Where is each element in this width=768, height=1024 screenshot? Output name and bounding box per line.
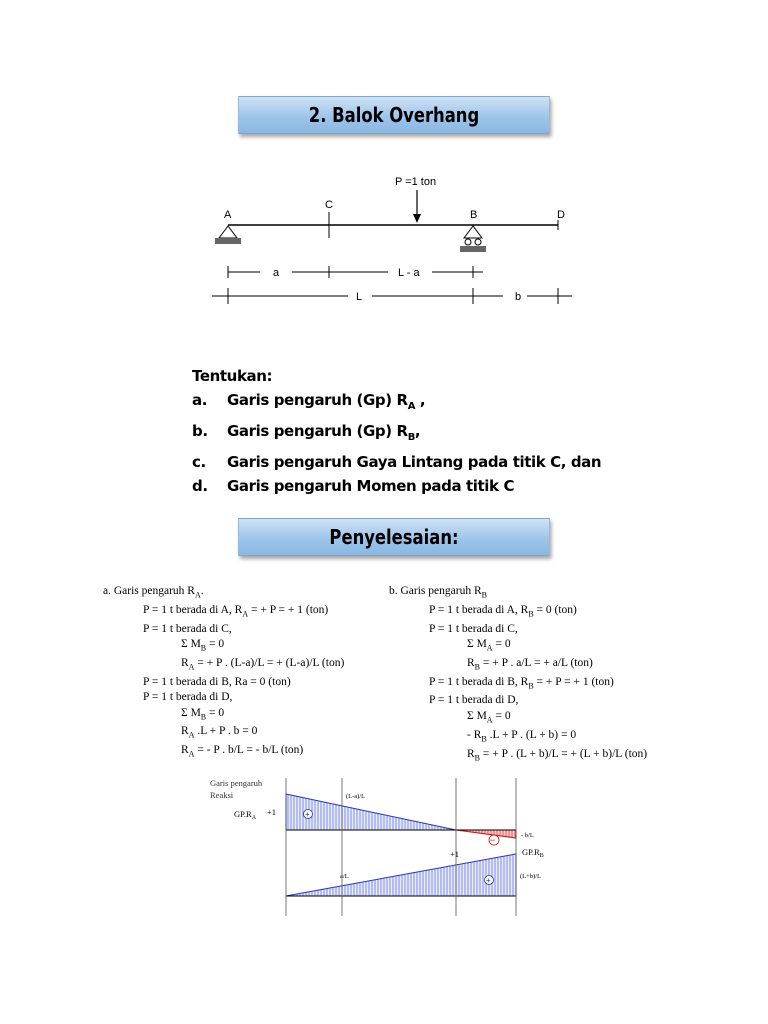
ra-negative-area xyxy=(456,830,516,838)
sol-b-line: P = 1 t berada di C, xyxy=(429,622,518,635)
sol-a-line xyxy=(103,743,344,762)
text: = 0 xyxy=(206,638,225,651)
task-text: Garis pengaruh Momen pada titik C xyxy=(227,477,515,495)
task-tail: , xyxy=(414,422,421,440)
sol-a-head xyxy=(103,584,344,603)
text: Σ M xyxy=(181,638,201,651)
text: R xyxy=(181,744,189,757)
point-c-label: C xyxy=(325,199,333,211)
sol-a-line: P = 1 t berada di D, xyxy=(143,691,233,704)
text: P = 1 t berada di A, R xyxy=(429,603,529,616)
task-text: Garis pengaruh (Gp) R xyxy=(227,422,408,440)
title-banner xyxy=(238,96,550,134)
text: .L + P . b = 0 xyxy=(194,725,258,738)
ra-plus-one: +1 xyxy=(267,807,277,817)
text: R xyxy=(467,747,475,760)
text: Σ M xyxy=(181,706,201,719)
sol-b-line xyxy=(389,656,647,675)
point-b-label: B xyxy=(470,209,478,221)
sol-a-line xyxy=(103,706,344,725)
sub: A xyxy=(242,609,249,619)
text: R xyxy=(181,656,189,669)
text: Σ M xyxy=(467,709,487,722)
dim-a-label: a xyxy=(273,267,280,279)
text: . xyxy=(200,585,204,597)
task-list xyxy=(192,364,601,498)
task-item-d xyxy=(192,474,601,498)
text: = + P . (L + b)/L = + (L + b)/L (ton) xyxy=(480,747,648,760)
sol-a-line: P = 1 t berada di C, xyxy=(143,622,232,635)
ra-label-sub: A xyxy=(251,815,257,821)
ra-value-c: (L-a)/L xyxy=(346,793,366,800)
sub: B xyxy=(200,643,207,653)
support-a-pin xyxy=(215,226,241,244)
sol-b-line xyxy=(389,709,647,728)
sol-a-line xyxy=(103,656,344,675)
ra-negative-value: - b/L xyxy=(521,832,534,839)
task-label: c. xyxy=(192,453,206,471)
influence-line-diagram xyxy=(200,770,560,920)
sub: B xyxy=(481,734,487,744)
sol-b-line xyxy=(389,728,647,747)
ra-plus-sign-text: + xyxy=(305,810,310,819)
text: = 0 xyxy=(492,638,511,651)
sub: A xyxy=(486,643,493,653)
text: - R xyxy=(467,728,482,741)
dim-l-minus-a-label: L - a xyxy=(398,267,420,279)
task-sub: A xyxy=(407,401,416,412)
text: b. Garis pengaruh R xyxy=(389,585,482,597)
task-text: Garis pengaruh Gaya Lintang pada titik C, dan xyxy=(227,453,602,471)
sol-a-line: P = 1 t berada di B, Ra = 0 (ton) xyxy=(143,675,291,688)
text: = - P . b/L = - b/L (ton) xyxy=(194,744,304,757)
task-item-c xyxy=(192,450,601,474)
solution-title: Penyelesaian: xyxy=(329,525,459,549)
task-text: Garis pengaruh (Gp) R xyxy=(227,391,408,409)
text: P = 1 t berada di A, R xyxy=(143,603,243,616)
dimension-row-1 xyxy=(228,266,483,278)
text: = + P = + 1 (ton) xyxy=(248,603,329,616)
task-label: a. xyxy=(192,391,208,409)
task-item-a xyxy=(192,388,601,419)
il-heading-2: Reaksi xyxy=(210,790,234,800)
load-arrowhead xyxy=(413,214,421,223)
point-d-label: D xyxy=(557,209,565,221)
sub: B xyxy=(528,680,534,690)
sub: B xyxy=(474,752,481,762)
sub: B xyxy=(528,609,534,619)
task-sub: B xyxy=(407,432,415,443)
rb-value-c: a/L xyxy=(340,873,349,880)
il-heading-1: Garis pengaruh xyxy=(210,778,263,788)
text: = 0 xyxy=(206,706,225,719)
solution-column-b xyxy=(389,584,647,765)
text: R xyxy=(467,656,475,669)
rb-label-sub: B xyxy=(539,853,544,859)
sub: B xyxy=(200,711,207,721)
sol-b-line xyxy=(389,747,647,766)
sub: A xyxy=(486,715,493,725)
sol-b-line: P = 1 t berada di D, xyxy=(429,694,519,707)
text: P = 1 t berada di B, R xyxy=(429,675,529,688)
sol-a-line xyxy=(103,637,344,656)
sol-a-line xyxy=(103,603,344,622)
sub: A xyxy=(188,662,195,672)
sub: B xyxy=(481,590,487,600)
sol-b-line xyxy=(389,603,647,622)
text: Σ M xyxy=(467,638,487,651)
task-label: d. xyxy=(192,477,208,495)
point-a-label: A xyxy=(224,209,232,221)
sol-b-head xyxy=(389,584,647,603)
rb-label-text: GP.R xyxy=(522,847,540,857)
rb-plus-sign-text: + xyxy=(486,876,491,885)
beam-diagram xyxy=(200,168,580,313)
text: = 0 xyxy=(492,709,511,722)
load-label: P =1 ton xyxy=(395,176,437,188)
solution-banner xyxy=(238,518,550,556)
sol-b-line xyxy=(389,675,647,694)
solution-column-a xyxy=(103,584,344,762)
rb-label xyxy=(522,847,544,859)
sub: B xyxy=(474,662,481,672)
rb-plus-one: +1 xyxy=(450,849,460,859)
dim-b-label: b xyxy=(515,291,522,303)
task-label: b. xyxy=(192,422,208,440)
sub: A xyxy=(188,749,195,759)
text: = + P . (L-a)/L = + (L-a)/L (ton) xyxy=(194,656,345,669)
sol-b-line xyxy=(389,637,647,656)
text: R xyxy=(181,725,189,738)
rb-value-d: (L+b)/L xyxy=(520,873,541,880)
text: = + P . a/L = + a/L (ton) xyxy=(480,656,593,669)
text: a. Garis pengaruh R xyxy=(103,585,195,597)
rb-positive-area xyxy=(286,854,516,896)
sub: A xyxy=(188,730,195,740)
sol-a-line xyxy=(103,724,344,743)
ra-label xyxy=(234,809,257,821)
task-tail: , xyxy=(415,391,426,409)
task-item-b xyxy=(192,419,601,450)
text: .L + P . (L + b) = 0 xyxy=(486,728,577,741)
sub: A xyxy=(194,590,201,600)
dim-l-label: L xyxy=(356,291,363,303)
task-heading: Tentukan: xyxy=(192,367,273,385)
ra-label-text: GP.R xyxy=(234,809,252,819)
title-text: 2. Balok Overhang xyxy=(308,103,480,127)
text: = + P = + 1 (ton) xyxy=(533,675,614,688)
text: = 0 (ton) xyxy=(533,603,577,616)
support-b-roller xyxy=(460,226,486,252)
ra-minus-sign-text: − xyxy=(490,835,496,845)
